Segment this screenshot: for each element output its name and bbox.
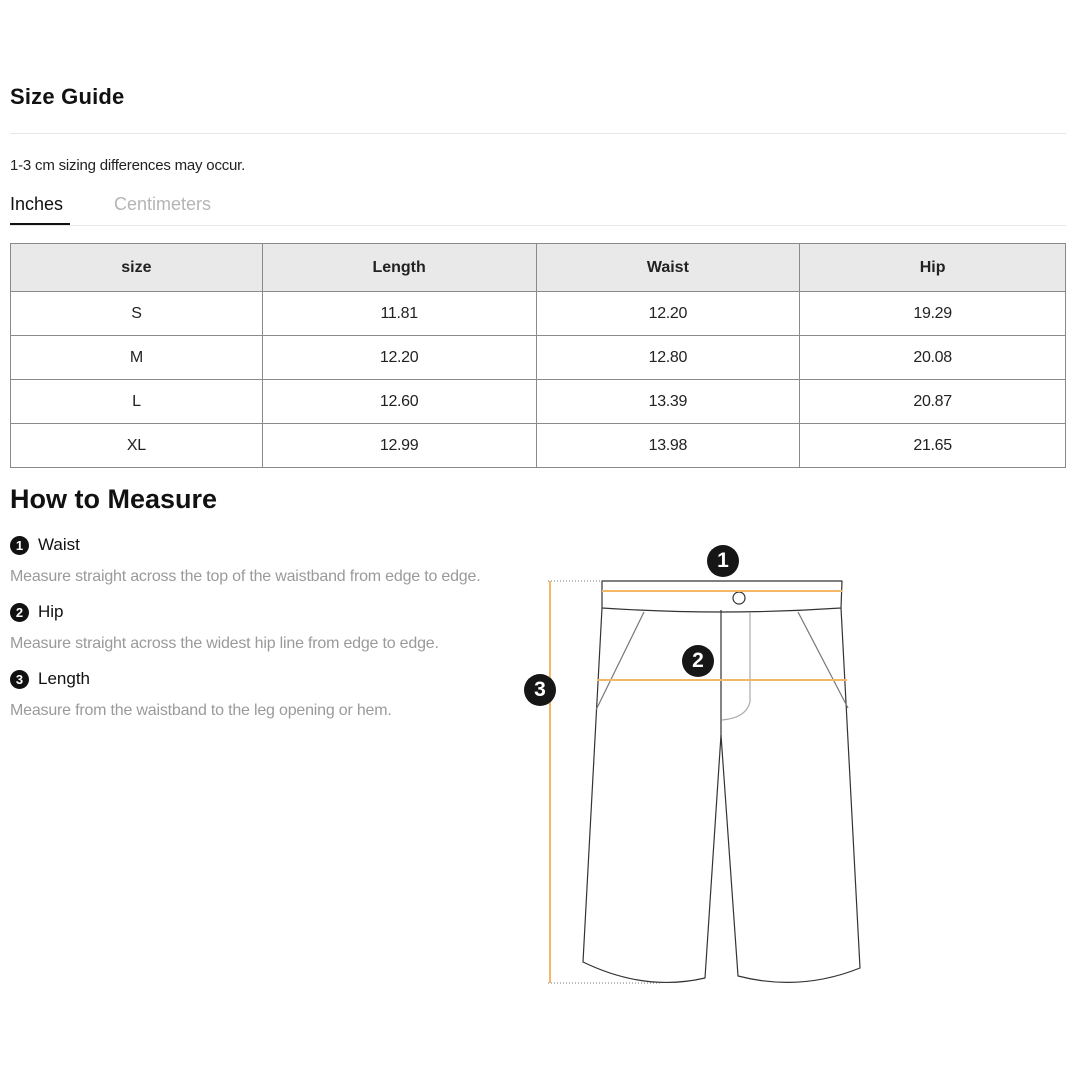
- table-cell-size: S: [11, 292, 263, 336]
- table-row: [11, 424, 1066, 468]
- table-cell-hip: 20.87: [800, 380, 1066, 424]
- table-cell-length: 11.81: [262, 292, 536, 336]
- divider: [10, 133, 1066, 134]
- how-to-measure-title: How to Measure: [10, 484, 218, 514]
- right-leg-outline: [721, 608, 860, 982]
- step-waist: [10, 534, 480, 586]
- table-cell-waist: 13.39: [536, 380, 800, 424]
- table-cell-waist: 13.98: [536, 424, 800, 468]
- left-pocket-line: [596, 612, 644, 710]
- table-header-row: [11, 244, 1066, 292]
- table-cell-waist: 12.80: [536, 336, 800, 380]
- size-table: [10, 243, 1066, 468]
- table-row: [11, 292, 1066, 336]
- step-label: Hip: [38, 602, 64, 621]
- table-cell-size: XL: [11, 424, 263, 468]
- tab-centimeters[interactable]: Centimeters: [114, 194, 212, 214]
- fly-stitch: [722, 612, 750, 720]
- table-cell-hip: 21.65: [800, 424, 1066, 468]
- waistband-outline: [602, 581, 842, 612]
- step-description: Measure straight across the top of the waistband from edge to edge.: [10, 568, 481, 585]
- step-number-badge: 1: [10, 536, 29, 555]
- waist-marker-badge: 1: [707, 545, 739, 577]
- sizing-note: 1-3 cm sizing differences may occur.: [10, 157, 246, 174]
- table-cell-length: 12.60: [262, 380, 536, 424]
- right-pocket-line: [798, 612, 848, 708]
- tabs-divider: [10, 225, 1066, 226]
- hip-marker-badge: 2: [682, 645, 714, 677]
- step-label: Waist: [38, 535, 80, 554]
- page-title: Size Guide: [10, 84, 125, 109]
- button-icon: [733, 592, 745, 604]
- table-cell-length: 12.20: [262, 336, 536, 380]
- table-row: [11, 380, 1066, 424]
- step-description: Measure from the waistband to the leg opening or hem.: [10, 702, 392, 719]
- column-header-hip: Hip: [800, 244, 1066, 292]
- table-cell-size: L: [11, 380, 263, 424]
- shorts-illustration: [510, 530, 880, 1000]
- step-number-badge: 3: [10, 670, 29, 689]
- table-cell-waist: 12.20: [536, 292, 800, 336]
- table-cell-size: M: [11, 336, 263, 380]
- column-header-waist: Waist: [536, 244, 800, 292]
- unit-tabs: [10, 192, 1066, 226]
- table-row: [11, 336, 1066, 380]
- step-hip: [10, 601, 439, 653]
- step-length: [10, 668, 392, 720]
- table-cell-hip: 20.08: [800, 336, 1066, 380]
- column-header-length: Length: [262, 244, 536, 292]
- table-cell-hip: 19.29: [800, 292, 1066, 336]
- length-marker-badge: 3: [524, 674, 556, 706]
- shorts-measurement-diagram: [510, 530, 880, 1000]
- step-description: Measure straight across the widest hip line from edge to edge.: [10, 635, 439, 652]
- step-number-badge: 2: [10, 603, 29, 622]
- tab-inches[interactable]: Inches: [10, 194, 64, 214]
- table-cell-length: 12.99: [262, 424, 536, 468]
- column-header-size: size: [11, 244, 263, 292]
- step-label: Length: [38, 669, 90, 688]
